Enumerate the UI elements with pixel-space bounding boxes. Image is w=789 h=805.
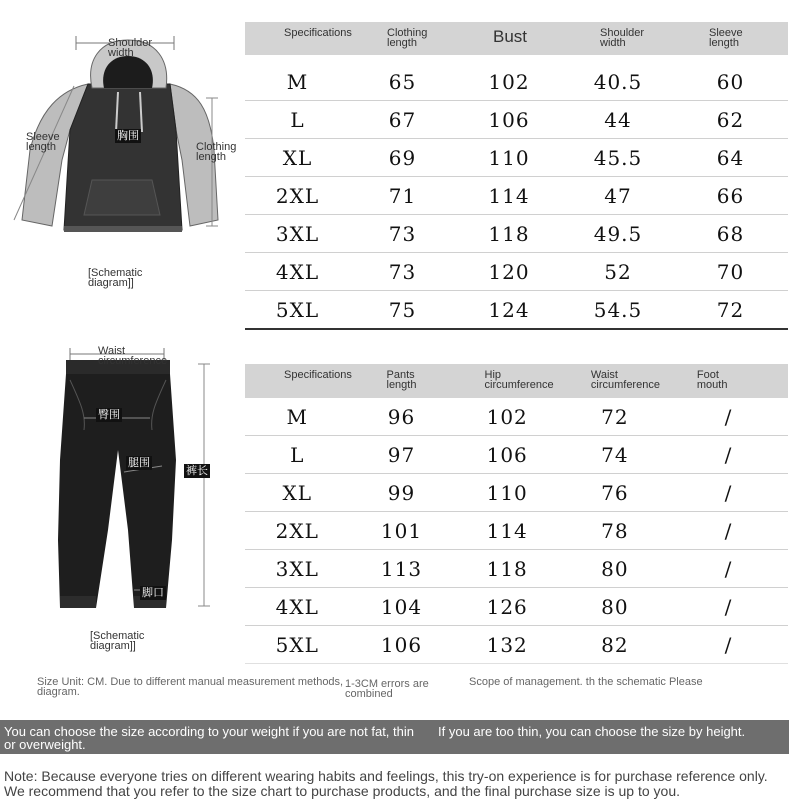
- size-cell: L: [245, 101, 350, 139]
- waist-cell: 72: [561, 398, 669, 436]
- weight-advice-text: You can choose the size according to your weight if you are not fat, thin or overweight.: [4, 724, 414, 752]
- top-size-table: [245, 22, 788, 330]
- table-row: [245, 177, 788, 215]
- size-cell: 2XL: [245, 512, 350, 550]
- size-cell: 4XL: [245, 253, 350, 291]
- sleeve-cell: 62: [673, 101, 788, 139]
- foot-mouth-cell: /: [669, 550, 788, 588]
- header-bust: Bust: [455, 22, 563, 55]
- hoodie-caption: [Schematic diagram]]: [88, 267, 143, 289]
- header-waist-circumference: Waist circumference: [561, 364, 669, 398]
- clothing-length-cell: 73: [350, 215, 455, 253]
- size-cell: 3XL: [245, 215, 350, 253]
- pants-length-cell: 113: [350, 550, 454, 588]
- waist-cell: 74: [561, 436, 669, 474]
- sleeve-cell: 66: [673, 177, 788, 215]
- height-advice-text: If you are too thin, you can choose the size by height.: [438, 724, 746, 739]
- pants-diagram: [0, 340, 240, 660]
- bust-cell: 110: [455, 139, 563, 177]
- table-row: [245, 63, 788, 101]
- waist-circumference-label: Waist circumference: [98, 345, 168, 367]
- size-unit-note: Size Unit: CM. Due to different manual measurement methods, diagram.: [37, 676, 344, 698]
- size-advice-banner: [0, 720, 789, 754]
- pants-length-cell: 99: [350, 474, 454, 512]
- shoulder-cell: 45.5: [563, 139, 673, 177]
- waist-cell: 78: [561, 512, 669, 550]
- size-cell: XL: [245, 139, 350, 177]
- foot-mouth-cell: /: [669, 626, 788, 664]
- hip-cell: 102: [454, 398, 561, 436]
- hip-cell: 118: [454, 550, 561, 588]
- sleeve-length-label: Sleeve length: [26, 131, 60, 153]
- hip-cell: 132: [454, 626, 561, 664]
- header-sleeve-length: Sleeve length: [673, 22, 788, 55]
- foot-mouth-label: 脚口: [142, 586, 164, 599]
- hip-cell: 114: [454, 512, 561, 550]
- size-cell: M: [245, 63, 350, 101]
- clothing-length-cell: 65: [350, 63, 455, 101]
- size-cell: 5XL: [245, 626, 350, 664]
- waist-cell: 80: [561, 588, 669, 626]
- sleeve-cell: 60: [673, 63, 788, 101]
- foot-mouth-cell: /: [669, 398, 788, 436]
- hip-cell: 106: [454, 436, 561, 474]
- pants-length-cell: 106: [350, 626, 454, 664]
- bust-cell: 106: [455, 101, 563, 139]
- sleeve-cell: 72: [673, 291, 788, 330]
- sleeve-cell: 68: [673, 215, 788, 253]
- shoulder-width-label: Shoulder width: [108, 37, 153, 59]
- pants-length-cell: 96: [350, 398, 454, 436]
- table-row: [245, 139, 788, 177]
- foot-mouth-cell: /: [669, 436, 788, 474]
- shoulder-cell: 47: [563, 177, 673, 215]
- table-row: [245, 550, 788, 588]
- header-shoulder-width: Shoulder width: [563, 22, 673, 55]
- table-row: [245, 398, 788, 436]
- header-clothing-length: Clothing length: [350, 22, 455, 55]
- size-cell: 5XL: [245, 291, 350, 330]
- pants-length-label: 裤长: [186, 464, 208, 477]
- table-row: [245, 436, 788, 474]
- table-row: [245, 512, 788, 550]
- table-row: [245, 588, 788, 626]
- waist-cell: 80: [561, 550, 669, 588]
- chest-label: 胸围: [117, 129, 139, 142]
- bust-cell: 120: [455, 253, 563, 291]
- pants-caption: [Schematic diagram]]: [90, 630, 145, 652]
- clothing-length-cell: 71: [350, 177, 455, 215]
- clothing-length-cell: 69: [350, 139, 455, 177]
- pants-size-table: [245, 364, 788, 664]
- thigh-label: 腿围: [128, 456, 150, 469]
- hip-cell: 110: [454, 474, 561, 512]
- header-specifications: Specifications: [245, 364, 350, 398]
- size-cell: L: [245, 436, 350, 474]
- shoulder-cell: 52: [563, 253, 673, 291]
- pants-length-cell: 97: [350, 436, 454, 474]
- pants-illustration: [0, 340, 240, 660]
- header-hip-circumference: Hip circumference: [454, 364, 561, 398]
- shoulder-cell: 54.5: [563, 291, 673, 330]
- header-foot-mouth: Foot mouth: [669, 364, 788, 398]
- header-pants-length: Pants length: [350, 364, 454, 398]
- shoulder-cell: 40.5: [563, 63, 673, 101]
- hoodie-diagram: [0, 0, 240, 300]
- waist-cell: 82: [561, 626, 669, 664]
- foot-mouth-cell: /: [669, 474, 788, 512]
- clothing-length-label: Clothing length: [196, 141, 237, 163]
- size-cell: 2XL: [245, 177, 350, 215]
- clothing-length-cell: 75: [350, 291, 455, 330]
- sleeve-cell: 64: [673, 139, 788, 177]
- error-range-note: 1-3CM errors are combined: [345, 678, 429, 700]
- clothing-length-cell: 67: [350, 101, 455, 139]
- hip-label: 臀围: [98, 408, 120, 421]
- table-row: [245, 474, 788, 512]
- header-specifications: Specifications: [245, 22, 350, 55]
- size-cell: 4XL: [245, 588, 350, 626]
- size-cell: XL: [245, 474, 350, 512]
- table-row: [245, 626, 788, 664]
- shoulder-cell: 44: [563, 101, 673, 139]
- foot-mouth-cell: /: [669, 588, 788, 626]
- foot-mouth-cell: /: [669, 512, 788, 550]
- top-table-header-row: [245, 22, 788, 55]
- bust-cell: 124: [455, 291, 563, 330]
- bust-cell: 102: [455, 63, 563, 101]
- bust-cell: 114: [455, 177, 563, 215]
- size-cell: M: [245, 398, 350, 436]
- clothing-length-cell: 73: [350, 253, 455, 291]
- pants-length-cell: 104: [350, 588, 454, 626]
- hip-cell: 126: [454, 588, 561, 626]
- bust-cell: 118: [455, 215, 563, 253]
- shoulder-cell: 49.5: [563, 215, 673, 253]
- waist-cell: 76: [561, 474, 669, 512]
- pants-length-cell: 101: [350, 512, 454, 550]
- size-cell: 3XL: [245, 550, 350, 588]
- table-row: [245, 291, 788, 330]
- sleeve-cell: 70: [673, 253, 788, 291]
- fit-disclaimer-note: Note: Because everyone tries on different wearing habits and feelings, this try-on experience is for purchase reference only. We recommend that you refer to the size chart to purchase products, and the final purchase size is up to you.: [4, 768, 768, 799]
- table-row: [245, 253, 788, 291]
- table-row: [245, 215, 788, 253]
- schematic-scope-note: Scope of management. th the schematic Please: [469, 676, 703, 688]
- pants-table-header-row: [245, 364, 788, 398]
- table-row: [245, 101, 788, 139]
